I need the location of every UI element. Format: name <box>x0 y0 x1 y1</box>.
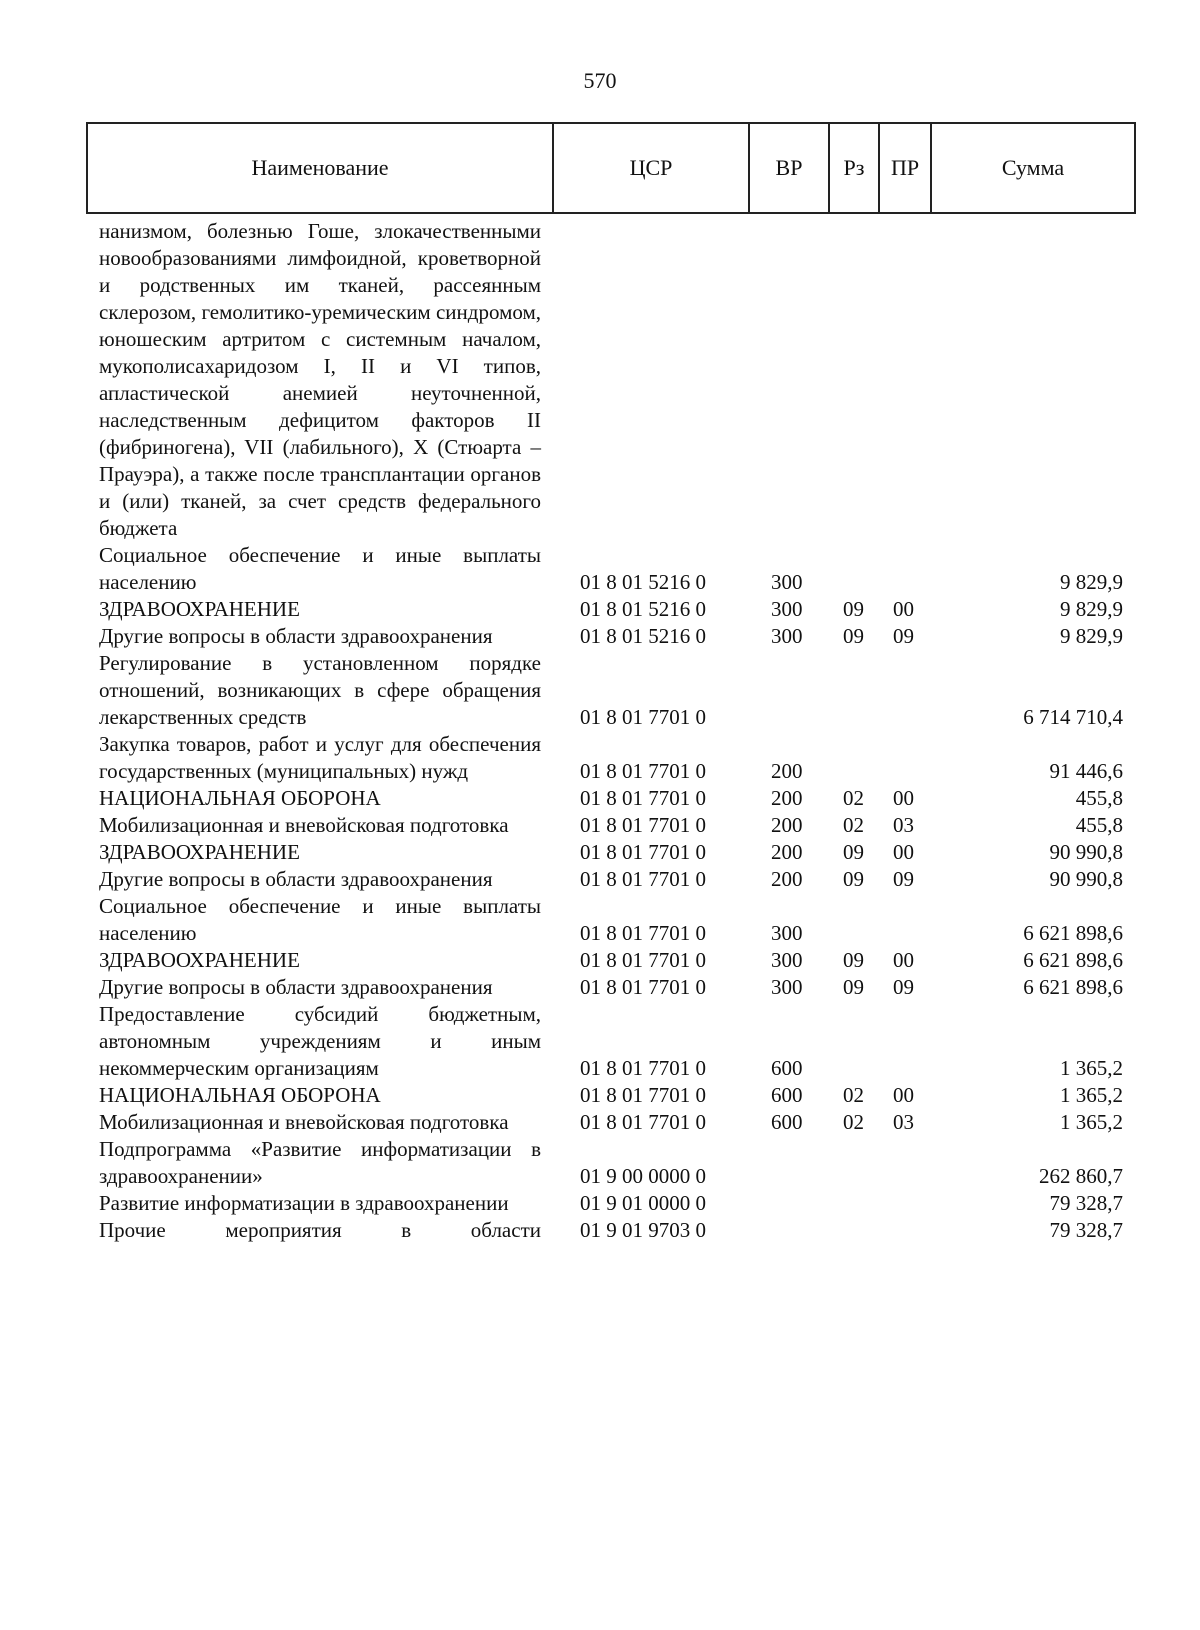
row-rz: 09 <box>843 840 864 864</box>
row-csr <box>553 213 749 542</box>
row-rz: 02 <box>843 1083 864 1107</box>
row-rz: 09 <box>843 867 864 891</box>
row-rz <box>829 1217 879 1244</box>
row-csr: 01 8 01 5216 0 <box>580 597 706 621</box>
row-csr: 01 8 01 7701 0 <box>580 759 706 783</box>
row-csr: 01 8 01 7701 0 <box>580 1110 706 1134</box>
row-name: Регулирование в установленном порядке отношений, возникающих в сфере обращения лекарственных средств <box>99 651 541 729</box>
row-sum: 1 365,2 <box>1060 1110 1123 1134</box>
row-name: Подпрограмма «Развитие информатизации в здравоохранении» <box>99 1137 541 1188</box>
row-vr: 300 <box>771 921 803 945</box>
row-rz: 09 <box>843 624 864 648</box>
header-name: Наименование <box>87 123 553 213</box>
row-vr <box>749 1136 829 1190</box>
row-sum: 9 829,9 <box>1060 624 1123 648</box>
row-name: НАЦИОНАЛЬНАЯ ОБОРОНА <box>99 786 381 810</box>
row-sum: 6 621 898,6 <box>1023 921 1123 945</box>
row-pr <box>879 1190 931 1217</box>
row-pr <box>879 213 931 542</box>
row-rz: 09 <box>843 597 864 621</box>
header-csr: ЦСР <box>553 123 749 213</box>
row-rz <box>829 731 879 785</box>
row-sum <box>931 213 1135 542</box>
row-csr: 01 9 01 0000 0 <box>580 1191 706 1215</box>
row-csr: 01 8 01 7701 0 <box>580 948 706 972</box>
row-vr: 600 <box>771 1110 803 1134</box>
row-pr: 00 <box>893 786 914 810</box>
header-sum: Сумма <box>931 123 1135 213</box>
row-sum: 79 328,7 <box>1049 1218 1123 1242</box>
table-header <box>87 123 1135 213</box>
row-vr: 300 <box>771 570 803 594</box>
row-rz: 09 <box>843 975 864 999</box>
row-rz: 09 <box>843 948 864 972</box>
row-rz <box>829 1136 879 1190</box>
page-number: 570 <box>583 68 617 93</box>
row-name: Прочие мероприятия в области <box>99 1218 541 1242</box>
row-name: Другие вопросы в области здравоохранения <box>99 867 493 891</box>
table-row <box>87 974 1135 1001</box>
row-name: Другие вопросы в области здравоохранения <box>99 975 493 999</box>
row-csr: 01 8 01 7701 0 <box>580 705 706 729</box>
row-name: Мобилизационная и вневойсковая подготовка <box>99 813 509 837</box>
row-sum: 6 621 898,6 <box>1023 975 1123 999</box>
row-sum: 79 328,7 <box>1049 1191 1123 1215</box>
table-row <box>87 1109 1135 1136</box>
row-name: нанизмом, болезнью Гоше, злокачественными новообразованиями лимфоидной, кроветворной и родственных им тканей, рассеянным склерозом, гемолитико-уремическим синдромом, юношеским артритом с системным началом, мукополисахаридозом I, II и VI типов, апластической анемией неуточненной, наследственным дефицитом факторов II (фибриногена), VII (лабильного), X (Стюарта – Прауэра), а также после трансплантации органов и (или) тканей, за счет средств федерального бюджета <box>99 219 541 540</box>
table-row <box>87 1217 1135 1244</box>
row-pr: 00 <box>893 597 914 621</box>
row-name: ЗДРАВООХРАНЕНИЕ <box>99 597 300 621</box>
row-rz: 02 <box>843 813 864 837</box>
table-row <box>87 1190 1135 1217</box>
table-row <box>87 1136 1135 1190</box>
row-vr <box>749 650 829 731</box>
row-sum: 6 714 710,4 <box>1023 705 1123 729</box>
row-csr: 01 8 01 7701 0 <box>580 1056 706 1080</box>
row-csr: 01 8 01 7701 0 <box>580 813 706 837</box>
row-name: Мобилизационная и вневойсковая подготовка <box>99 1110 509 1134</box>
row-sum: 455,8 <box>1075 813 1123 837</box>
row-sum: 90 990,8 <box>1049 840 1123 864</box>
row-sum: 6 621 898,6 <box>1023 948 1123 972</box>
table-row <box>87 812 1135 839</box>
row-pr <box>879 893 931 947</box>
row-pr <box>879 1217 931 1244</box>
row-sum: 1 365,2 <box>1060 1083 1123 1107</box>
row-sum: 455,8 <box>1075 786 1123 810</box>
row-rz: 02 <box>843 1110 864 1134</box>
row-pr <box>879 650 931 731</box>
row-name: Предоставление субсидий бюджетным, автономным учреждениям и иным некоммерческим организациям <box>99 1002 541 1080</box>
row-pr <box>879 1001 931 1082</box>
table-row <box>87 1001 1135 1082</box>
row-vr: 200 <box>771 840 803 864</box>
row-name: Закупка товаров, работ и услуг для обеспечения государственных (муниципальных) нужд <box>99 732 541 783</box>
row-name: ЗДРАВООХРАНЕНИЕ <box>99 948 300 972</box>
table-row <box>87 542 1135 596</box>
row-vr: 300 <box>771 597 803 621</box>
row-name: Развитие информатизации в здравоохранении <box>99 1191 509 1215</box>
table-row <box>87 623 1135 650</box>
row-pr: 03 <box>893 813 914 837</box>
table-row <box>87 785 1135 812</box>
table-row <box>87 866 1135 893</box>
table-row <box>87 213 1135 542</box>
row-sum: 9 829,9 <box>1060 570 1123 594</box>
table-row <box>87 650 1135 731</box>
row-csr: 01 8 01 7701 0 <box>580 786 706 810</box>
row-csr: 01 8 01 7701 0 <box>580 867 706 891</box>
table-row <box>87 1082 1135 1109</box>
table-body <box>87 213 1135 1244</box>
row-pr: 00 <box>893 840 914 864</box>
row-pr: 09 <box>893 975 914 999</box>
row-name: Другие вопросы в области здравоохранения <box>99 624 493 648</box>
budget-table <box>86 122 1136 1244</box>
row-pr: 09 <box>893 624 914 648</box>
row-vr <box>749 213 829 542</box>
row-rz <box>829 1190 879 1217</box>
row-vr <box>749 1217 829 1244</box>
row-pr <box>879 542 931 596</box>
row-vr: 200 <box>771 813 803 837</box>
table-row <box>87 731 1135 785</box>
row-csr: 01 8 01 7701 0 <box>580 921 706 945</box>
row-csr: 01 9 01 9703 0 <box>580 1218 706 1242</box>
row-vr <box>749 1190 829 1217</box>
table-row <box>87 839 1135 866</box>
row-rz <box>829 893 879 947</box>
row-rz <box>829 1001 879 1082</box>
row-pr: 00 <box>893 1083 914 1107</box>
row-sum: 90 990,8 <box>1049 867 1123 891</box>
row-pr: 00 <box>893 948 914 972</box>
row-pr: 09 <box>893 867 914 891</box>
table-row <box>87 596 1135 623</box>
header-vr: ВР <box>749 123 829 213</box>
row-sum: 9 829,9 <box>1060 597 1123 621</box>
row-sum: 91 446,6 <box>1049 759 1123 783</box>
row-name: ЗДРАВООХРАНЕНИЕ <box>99 840 300 864</box>
row-vr: 300 <box>771 948 803 972</box>
row-vr: 200 <box>771 786 803 810</box>
row-vr: 600 <box>771 1056 803 1080</box>
row-vr: 300 <box>771 975 803 999</box>
row-vr: 200 <box>771 759 803 783</box>
row-csr: 01 8 01 5216 0 <box>580 570 706 594</box>
row-vr: 200 <box>771 867 803 891</box>
row-sum: 1 365,2 <box>1060 1056 1123 1080</box>
row-rz: 02 <box>843 786 864 810</box>
table-row <box>87 947 1135 974</box>
row-name: Социальное обеспечение и иные выплаты населению <box>99 894 541 945</box>
row-pr <box>879 1136 931 1190</box>
row-vr: 600 <box>771 1083 803 1107</box>
row-csr: 01 9 00 0000 0 <box>580 1164 706 1188</box>
row-pr <box>879 731 931 785</box>
row-sum: 262 860,7 <box>1039 1164 1123 1188</box>
row-pr: 03 <box>893 1110 914 1134</box>
row-rz <box>829 650 879 731</box>
row-name: НАЦИОНАЛЬНАЯ ОБОРОНА <box>99 1083 381 1107</box>
header-pr: ПР <box>879 123 931 213</box>
table-row <box>87 893 1135 947</box>
row-csr: 01 8 01 7701 0 <box>580 975 706 999</box>
row-vr: 300 <box>771 624 803 648</box>
row-csr: 01 8 01 5216 0 <box>580 624 706 648</box>
row-csr: 01 8 01 7701 0 <box>580 1083 706 1107</box>
row-csr: 01 8 01 7701 0 <box>580 840 706 864</box>
row-rz <box>829 542 879 596</box>
row-rz <box>829 213 879 542</box>
row-name: Социальное обеспечение и иные выплаты населению <box>99 543 541 594</box>
header-rz: Рз <box>829 123 879 213</box>
